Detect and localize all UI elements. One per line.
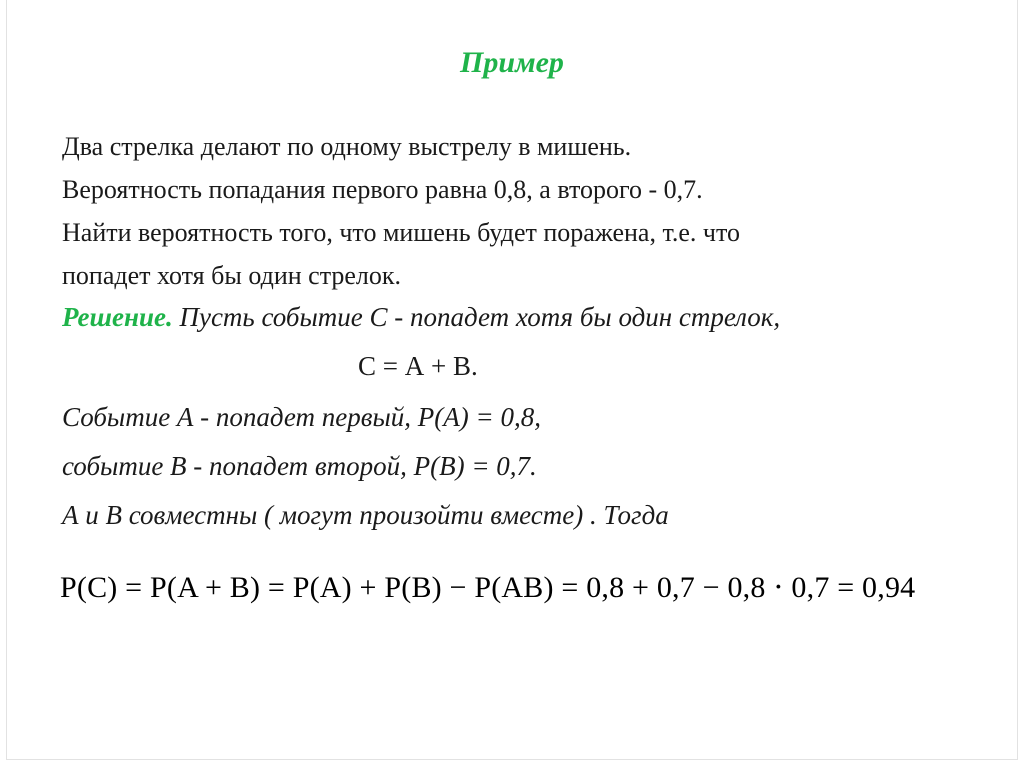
- problem-line-4: попадет хотя бы один стрелок.: [62, 261, 402, 290]
- problem-line-1: Два стрелка делают по одному выстрелу в мишень.: [62, 132, 632, 161]
- solution-line: [62, 302, 780, 333]
- slide-title: Пример: [460, 46, 564, 79]
- slide-frame: [6, 0, 1018, 760]
- event-b-line: событие В - попадет второй, Р(В) = 0,7.: [62, 451, 537, 481]
- compatible-note: А и В совместны ( могут произойти вместе) . Тогда: [62, 500, 669, 530]
- equation-c: С = А + В.: [358, 351, 478, 381]
- final-formula: P(C) = P(A + B) = P(A) + P(B) − P(AB) = 0,8 + 0,7 − 0,8 ⋅ 0,7 = 0,94: [60, 571, 916, 604]
- solution-label: Решение.: [62, 302, 173, 332]
- event-a-line: Событие А - попадет первый, Р(А) = 0,8,: [62, 402, 541, 432]
- solution-intro: Пусть событие С - попадет хотя бы один стрелок,: [172, 302, 781, 332]
- problem-statement: [62, 125, 1002, 297]
- problem-line-3: Найти вероятность того, что мишень будет поражена, т.е. что: [62, 218, 740, 247]
- problem-line-2: Вероятность попадания первого равна 0,8, а второго - 0,7.: [62, 175, 703, 204]
